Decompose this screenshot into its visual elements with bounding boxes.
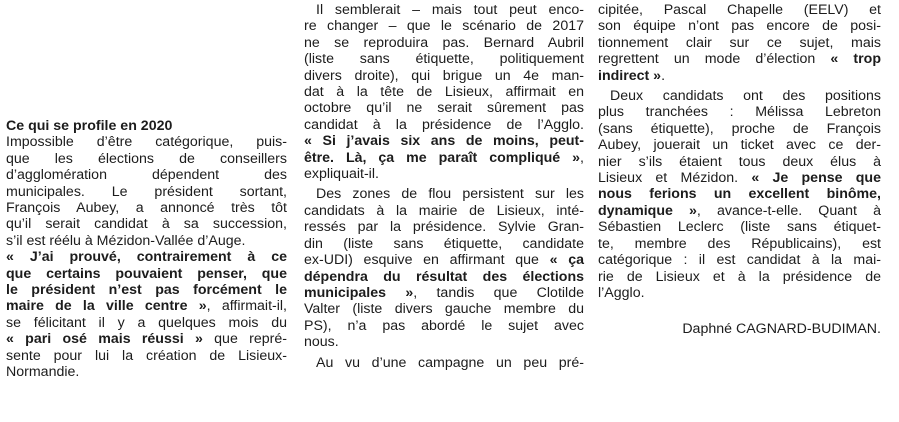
- text-fragment: , affirmait-il,: [206, 298, 287, 315]
- text-line: nous.: [304, 334, 339, 351]
- text-line: Deux candidats ont des positions: [610, 88, 881, 105]
- text-line: candidats à la mairie de Lisieux, inté-: [304, 202, 584, 219]
- text-fragment: ex-UDI) esquive en affirmant que: [304, 252, 550, 269]
- text-line: divers droite), qui brigue un 4e man-: [304, 67, 584, 84]
- text-line: son équipe n’ont pas encore de posi-: [598, 18, 881, 35]
- text-line: qu’il serait candidat à sa succession,: [6, 216, 287, 233]
- text-line: [598, 203, 881, 219]
- quote-text: le président n’est pas forcément le: [6, 282, 287, 299]
- quote-line: [6, 266, 287, 282]
- text-line: cipitée, Pascal Chapelle (EELV) et: [598, 2, 881, 18]
- quote-text: municipales »: [304, 284, 414, 301]
- text-line: PS), n’a pas abordé le sujet avec: [304, 317, 584, 334]
- quote-text: que certains pouvaient penser, que: [6, 265, 287, 282]
- text-line: (liste sans étiquette, politiquement: [304, 51, 584, 68]
- text-fragment: , avance-t-elle. Quant à: [696, 202, 881, 219]
- text-line: catégorique : il est candidat à la mai-: [598, 252, 881, 269]
- article-column-3: [598, 2, 881, 338]
- article-column-2: [304, 2, 584, 371]
- text-line: (sans étiquette), proche de François: [598, 120, 881, 137]
- text-line: [304, 252, 584, 268]
- text-line: Valter (liste divers gauche membre du: [304, 301, 584, 318]
- text-line: se félicitant il y a quelques mois du: [6, 314, 287, 331]
- text-line: plus tranchées : Mélissa Lebreton: [598, 104, 881, 121]
- quote-text: maire de la ville centre »: [6, 298, 207, 315]
- text-line: ressés par la présidence. Sylvie Gran-: [304, 219, 584, 236]
- quote-text: « Si j’avais six ans de moins, peut-: [304, 133, 584, 150]
- text-line: sente pour lui la création de Lisieux-: [6, 347, 287, 364]
- quote-text: « J’ai prouvé, contrairement à ce: [6, 249, 287, 266]
- quote-text: « Je pense que: [751, 170, 881, 187]
- text-fragment: regrettent un mode d’élection: [598, 51, 831, 68]
- quote-text: dépendra du résultat des élections: [304, 268, 584, 285]
- text-fragment: , tandis que Clotilde: [413, 284, 584, 301]
- quote-line: [6, 282, 287, 298]
- text-line: Sébastien Leclerc (liste sans étiquet-: [598, 219, 881, 236]
- article-column-1: [6, 118, 287, 381]
- quote-text: « pari osé mais réussi »: [6, 331, 203, 348]
- text-line: l’Agglo.: [598, 284, 645, 301]
- text-line: din (liste sans étiquette, candidate: [304, 235, 584, 252]
- text-line: Normandie.: [6, 364, 80, 381]
- text-fragment: ,: [580, 149, 584, 166]
- text-line: Impossible d’être catégorique, puis-: [6, 134, 287, 151]
- text-line: [304, 285, 584, 301]
- text-line: expliquait-il.: [304, 166, 379, 183]
- quote-text: indirect »: [598, 67, 662, 84]
- text-line: que les élections de conseillers: [6, 150, 287, 167]
- text-fragment: Lisieux et Mézidon.: [598, 170, 752, 187]
- text-line: [6, 298, 287, 314]
- quote-text: « trop: [830, 51, 881, 68]
- text-line: municipales. Le président sortant,: [6, 183, 287, 200]
- text-line: s’il est réélu à Mézidon-Vallée d’Auge.: [6, 232, 246, 249]
- text-line: [598, 51, 881, 67]
- text-line: François Aubey, a annoncé très tôt: [6, 200, 287, 217]
- quote-line: [6, 249, 287, 265]
- text-line: nier s’ils étaient tous deux élus à: [598, 153, 881, 170]
- quote-text: nous ferions un excellent binôme,: [598, 186, 881, 203]
- text-fragment: que repré-: [202, 331, 287, 348]
- text-line: rie de Lisieux et à la présidence de: [598, 268, 881, 285]
- text-line: Aubey, jouerait un ticket avec ce der-: [598, 137, 881, 154]
- text-line: ne se reproduira pas. Bernard Aubril: [304, 34, 584, 51]
- quote-text: dynamique »: [598, 202, 697, 219]
- text-line: tionnement clair sur ce sujet, mais: [598, 34, 881, 51]
- text-line: Des zones de flou persistent sur les: [316, 186, 584, 203]
- quote-line: [304, 150, 584, 166]
- text-fragment: .: [661, 67, 666, 84]
- text-line: d’agglomération dépendent des: [6, 167, 287, 184]
- quote-line: [304, 269, 584, 285]
- section-heading: Ce qui se profile en 2020: [6, 118, 173, 134]
- text-line: re changer – que le scénario de 2017: [304, 18, 584, 35]
- quote-line: [304, 133, 584, 149]
- text-line: [598, 170, 881, 186]
- text-line: [6, 331, 287, 347]
- quote-text: être. Là, ça me paraît compliqué »: [304, 149, 581, 166]
- text-line: Au vu d’une campagne un peu pré-: [316, 354, 584, 371]
- text-line: dat à la tête de Lisieux, affirmait en: [304, 84, 584, 101]
- quote-line: [598, 186, 881, 202]
- text-line: octobre qu’il ne serait sûrement pas: [304, 100, 584, 117]
- text-line: candidat à la présidence de l’Agglo.: [304, 116, 584, 133]
- author-signature: Daphné CAGNARD-BUDIMAN.: [682, 321, 881, 338]
- text-line: te, membre des Républicains), est: [598, 235, 881, 252]
- text-line: Il semblerait – mais tout peut enco-: [316, 2, 584, 18]
- text-line: [598, 68, 881, 84]
- quote-text: « ça: [549, 252, 584, 269]
